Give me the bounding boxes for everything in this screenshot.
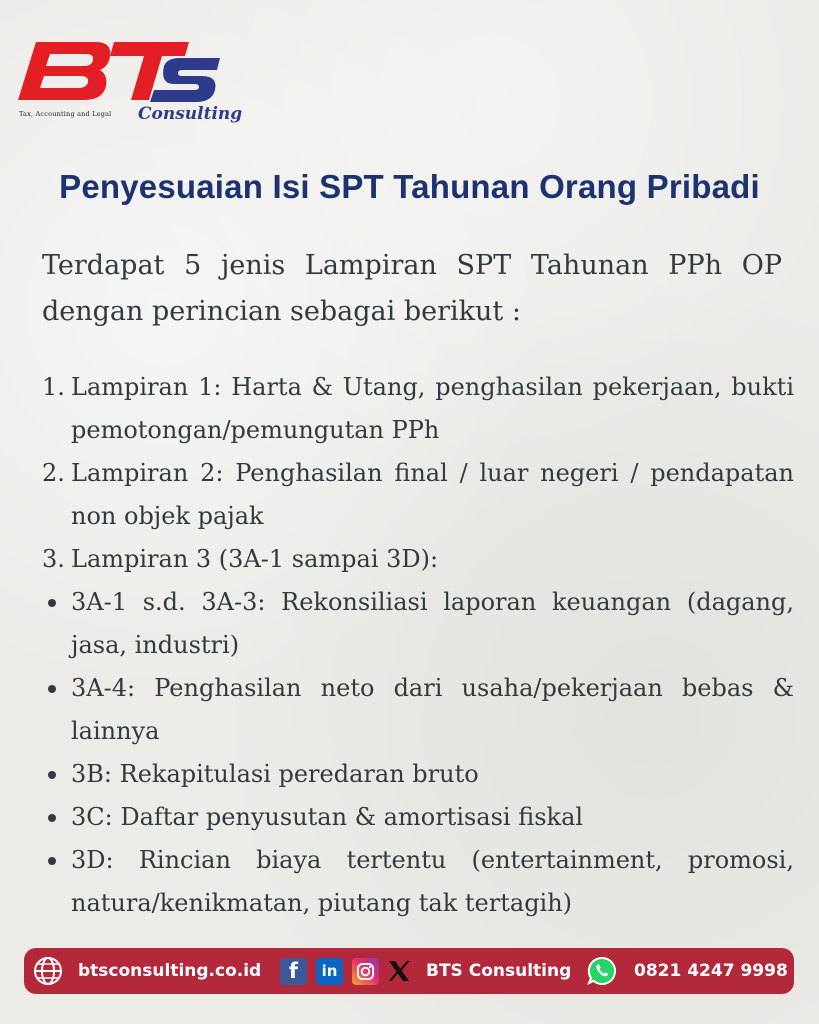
- x-icon[interactable]: [386, 948, 412, 994]
- list-number: 2.: [42, 459, 65, 487]
- list-item: [42, 538, 794, 581]
- intro-paragraph: Terdapat 5 jenis Lampiran SPT Tahunan PPh OP dengan perincian sebagai berikut :: [42, 250, 782, 327]
- list-item-text: Lampiran 2: Penghasilan final / luar negeri / pendapatan non objek pajak: [71, 459, 794, 530]
- list-item-text: 3A-1 s.d. 3A-3: Rekonsiliasi laporan keuangan (dagang, jasa, industri): [71, 588, 794, 659]
- bullet-icon: [48, 814, 56, 822]
- bullet-icon: [48, 685, 56, 693]
- globe-icon: [32, 948, 64, 994]
- phone-number[interactable]: [634, 948, 788, 994]
- bullet-icon: [48, 599, 56, 607]
- list-item: [42, 753, 794, 796]
- list-item: [42, 452, 794, 538]
- bullet-icon: [48, 771, 56, 779]
- bts-logo-mark: [14, 36, 224, 111]
- list-item-text: Lampiran 1: Harta & Utang, penghasilan pekerjaan, bukti pemotongan/pemungutan PPh: [71, 373, 794, 444]
- website-link[interactable]: [78, 948, 261, 994]
- list-number: 3.: [42, 545, 65, 573]
- whatsapp-icon[interactable]: [586, 948, 618, 994]
- page-title: Penyesuaian Isi SPT Tahunan Orang Pribadi: [59, 168, 760, 205]
- list-number: 1.: [42, 373, 65, 401]
- linkedin-icon[interactable]: in: [316, 948, 343, 994]
- website-text: btsconsulting.co.id: [78, 961, 262, 981]
- logo-subtitle: Consulting: [138, 104, 243, 124]
- list-item-text: Lampiran 3 (3A-1 sampai 3D):: [71, 545, 439, 573]
- list-item: [42, 581, 794, 667]
- list-item-text: 3C: Daftar penyusutan & amortisasi fiskal: [71, 803, 584, 831]
- list-item-text: 3A-4: Penghasilan neto dari usaha/pekerjaan bebas & lainnya: [71, 674, 794, 745]
- instagram-icon[interactable]: [352, 948, 379, 994]
- list-item: [42, 839, 794, 925]
- phone-text: 0821 4247 9998: [634, 961, 788, 981]
- list-item: [42, 667, 794, 753]
- list-item-text: 3B: Rekapitulasi peredaran bruto: [71, 760, 479, 788]
- footer-bar: [24, 948, 794, 994]
- social-account-name[interactable]: [426, 948, 571, 994]
- list-item: [42, 796, 794, 839]
- lampiran-list: [42, 366, 794, 925]
- list-item-text: 3D: Rincian biaya tertentu (entertainment, promosi, natura/kenikmatan, piutang tak tertagih): [71, 846, 794, 917]
- social-name-text: BTS Consulting: [426, 961, 572, 981]
- bullet-icon: [48, 857, 56, 865]
- list-item: [42, 366, 794, 452]
- logo: [14, 36, 243, 131]
- logo-tagline: Tax, Accounting and Legal: [19, 110, 112, 118]
- facebook-icon[interactable]: f: [280, 948, 307, 994]
